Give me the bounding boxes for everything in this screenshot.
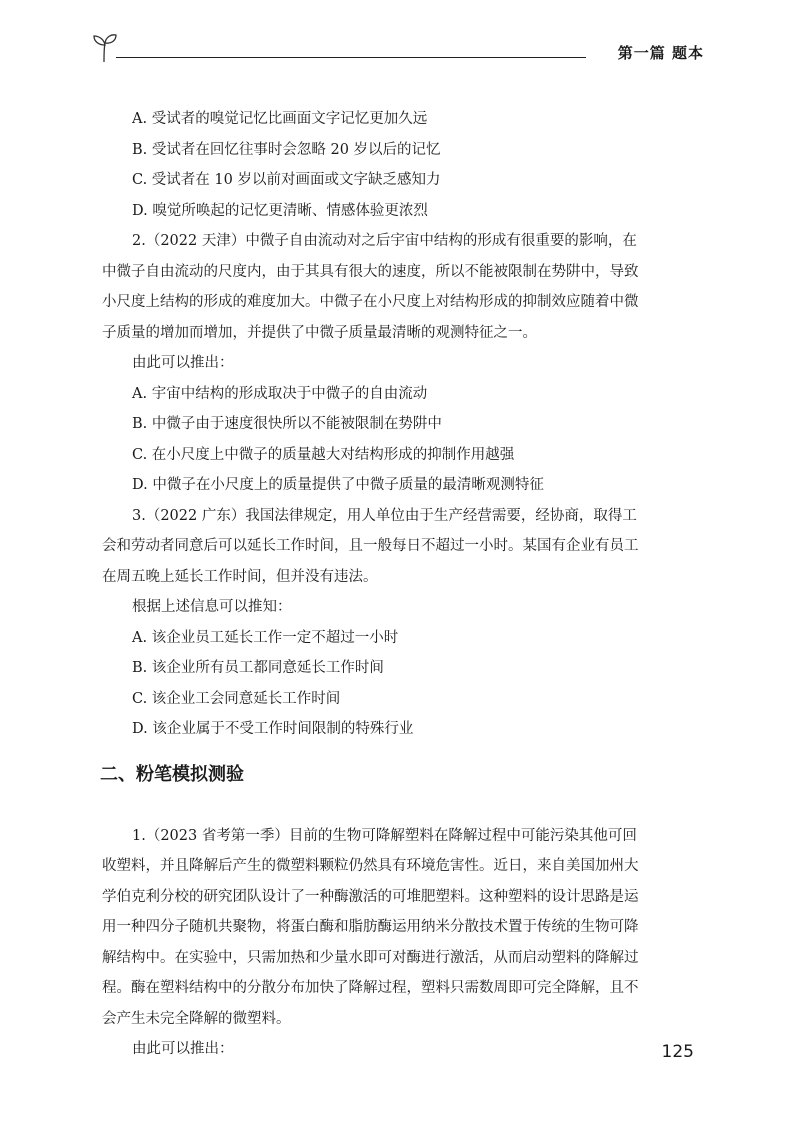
section-title: 二、粉笔模拟测验 <box>100 763 244 785</box>
q2-prompt: 由此可以推出： <box>132 355 234 371</box>
s2q1-text-line: 解结构中。在实验中，只需加热和少量水即可对酶进行激活，从而启动塑料的降解过 <box>102 949 639 966</box>
q3-text-line: 会和劳动者同意后可以延长工作时间，且一般每日不超过一小时。某国有企业有员工 <box>102 538 639 554</box>
s2q1-text-line: 用一种四分子随机共聚物，将蛋白酶和脂肪酶运用纳米分散技术置于传统的生物可降 <box>102 919 639 935</box>
s2q1-text-line: 程。酶在塑料结构中的分散分布加快了降解过程，塑料只需数周即可完全降解，且不 <box>102 980 639 996</box>
q1-option-c: C. 受试者在 10 岁以前对画面或文字缺乏感知力 <box>132 172 441 188</box>
q2-option-b: B. 中微子由于速度很快所以不能被限制在势阱中 <box>132 416 442 432</box>
q3-text-line: 3.（2022 广东）我国法律规定，用人单位由于生产经营需要，经协商，取得工 <box>132 507 637 524</box>
s2q1-text-line: 1.（2023 省考第一季）目前的生物可降解塑料在降解过程中可能污染其他可回 <box>132 827 637 844</box>
q3-option-a: A. 该企业员工延长工作一定不超过一小时 <box>132 629 399 646</box>
s2q1-prompt: 由此可以推出： <box>132 1041 234 1057</box>
page-body <box>102 104 696 1065</box>
q3-option-d: D. 该企业属于不受工作时间限制的特殊行业 <box>132 721 414 737</box>
page-number: 125 <box>661 1042 694 1062</box>
s2q1-text-line: 收塑料，并且降解后产生的微塑料颗粒仍然具有环境危害性。近日，来自美国加州大 <box>102 858 639 874</box>
q2-option-d: D. 中微子在小尺度上的质量提供了中微子质量的最清晰观测特征 <box>132 477 544 493</box>
q2-text-line: 子质量的增加而增加，并提供了中微子质量最清晰的观测特征之一。 <box>102 324 537 341</box>
q3-prompt: 根据上述信息可以推知： <box>132 599 292 615</box>
chapter-title: 第一篇 题本 <box>617 44 704 62</box>
s2q1-text-line: 学伯克利分校的研究团队设计了一种酶激活的可堆肥塑料。这种塑料的设计思路是运 <box>102 888 639 905</box>
s2q1-text-line: 会产生未完全降解的微塑料。 <box>102 1010 291 1027</box>
q3-option-c: C. 该企业工会同意延长工作时间 <box>132 690 341 707</box>
q1-option-d: D. 嗅觉所唤起的记忆更清晰、情感体验更浓烈 <box>132 202 428 219</box>
running-header <box>92 30 704 70</box>
q1-option-a: A. 受试者的嗅觉记忆比画面文字记忆更加久远 <box>132 111 428 127</box>
q2-text-line: 小尺度上结构的形成的难度加大。中微子在小尺度上对结构形成的抑制效应随着中微 <box>102 294 639 310</box>
q3-text-line: 在周五晚上延长工作时间，但并没有违法。 <box>102 568 378 585</box>
sprout-icon <box>92 32 122 64</box>
q3-option-b: B. 该企业所有员工都同意延长工作时间 <box>132 660 384 676</box>
q2-option-c: C. 在小尺度上中微子的质量越大对结构形成的抑制作用越强 <box>132 446 515 463</box>
header-rule <box>116 57 586 58</box>
q1-option-b: B. 受试者在回忆往事时会忽略 20 岁以后的记忆 <box>132 141 441 158</box>
q2-text-line: 中微子自由流动的尺度内，由于其具有很大的速度，所以不能被限制在势阱中，导致 <box>102 263 639 280</box>
q2-text-line: 2.（2022 天津）中微子自由流动对之后宇宙中结构的形成有很重要的影响，在 <box>132 233 637 249</box>
q2-option-a: A. 宇宙中结构的形成取决于中微子的自由流动 <box>132 385 428 402</box>
